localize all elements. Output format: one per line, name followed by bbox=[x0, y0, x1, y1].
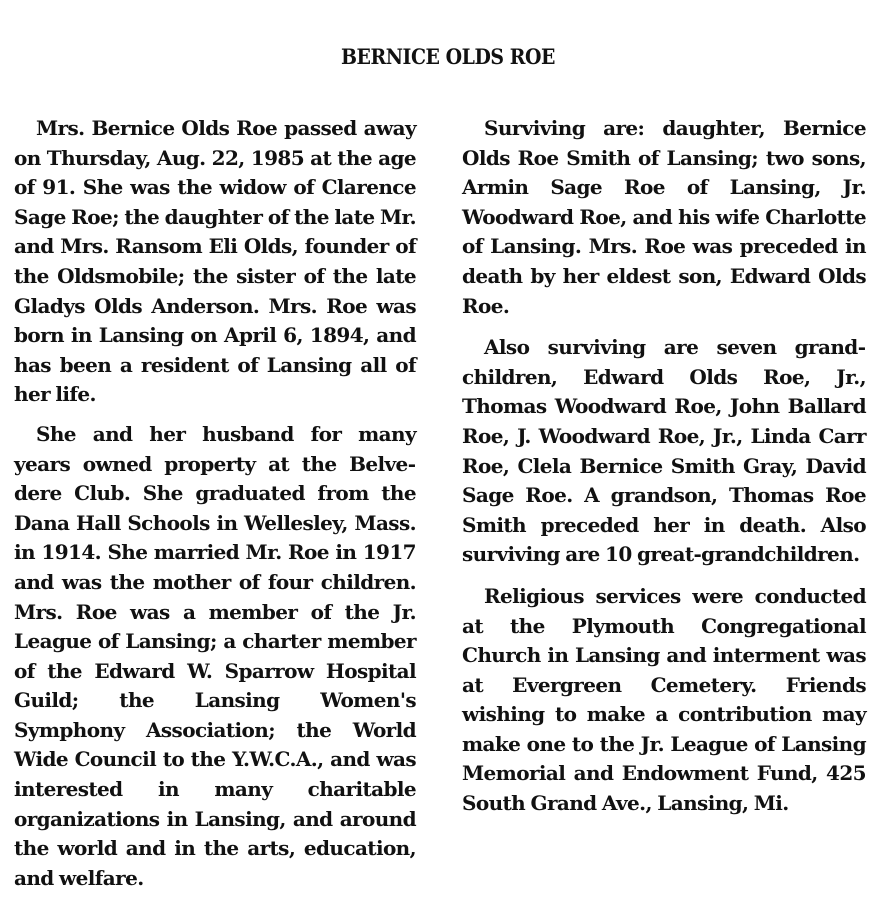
paragraph-survivors: Surviving are: daughter, Bernice Olds Roe Smith of Lansing; two sons, Armin Sage Roe of Lansing, Jr. Woodward Roe, and his wife Charlotte of Lansing. Mrs. Roe was preceded in death by her eldest son, Edward Olds Roe. bbox=[462, 116, 866, 318]
right-column bbox=[462, 114, 866, 831]
paragraph-biography: Mrs. Bernice Olds Roe passed away on Thursday, Aug. 22, 1985 at the age of 91. She was the widow of Clarence Sage Roe; the daughter of the late Mr. and Mrs. Ransom Eli Olds, founder of the Oldsmobile; the sister of the late Gladys Olds Anderson. Mrs. Roe was born in Lansing on April 6, 1894, and has been a resident of Lansing all of her life. bbox=[14, 116, 416, 407]
paragraph-services: Religious services were conducted at the Plymouth Congregational Church in Lansing and interment was at Evergreen Cemetery. Friends wishing to make a contribution may make one to the Jr. League of Lansing Memorial and Endowment Fund, 425 South Grand Ave., Lansing, Mi. bbox=[462, 583, 866, 816]
obituary-headline: BERNICE OLDS ROE bbox=[340, 44, 555, 69]
paragraph-life-activities: She and her husband for many years owned property at the Belvedere Club. She graduated from the Dana Hall Schools in Wellesley, Mass. in 1914. She married Mr. Roe in 1917 and was the mother of four children. Mrs. Roe was a member of the Jr. League of Lansing; a charter member of the Edward W. Sparrow Hospital Guild; the Lansing Women's Symphony Association; the World Wide Council to the Y.W.C.A., and was interested in many charitable organizations in Lansing, and around the world and in the arts, education, and welfare. bbox=[14, 421, 416, 890]
paragraph-grandchildren: Also surviving are seven grandchildren, Edward Olds Roe, Jr., Thomas Woodward Roe, John Ballard Roe, J. Woodward Roe, Jr., Linda Carr Roe, Clela Bernice Smith Gray, David Sage Roe. A grandson, Thomas Roe Smith preceded her in death. Also surviving are 10 great-grandchildren. bbox=[462, 335, 866, 567]
left-column bbox=[14, 114, 416, 903]
